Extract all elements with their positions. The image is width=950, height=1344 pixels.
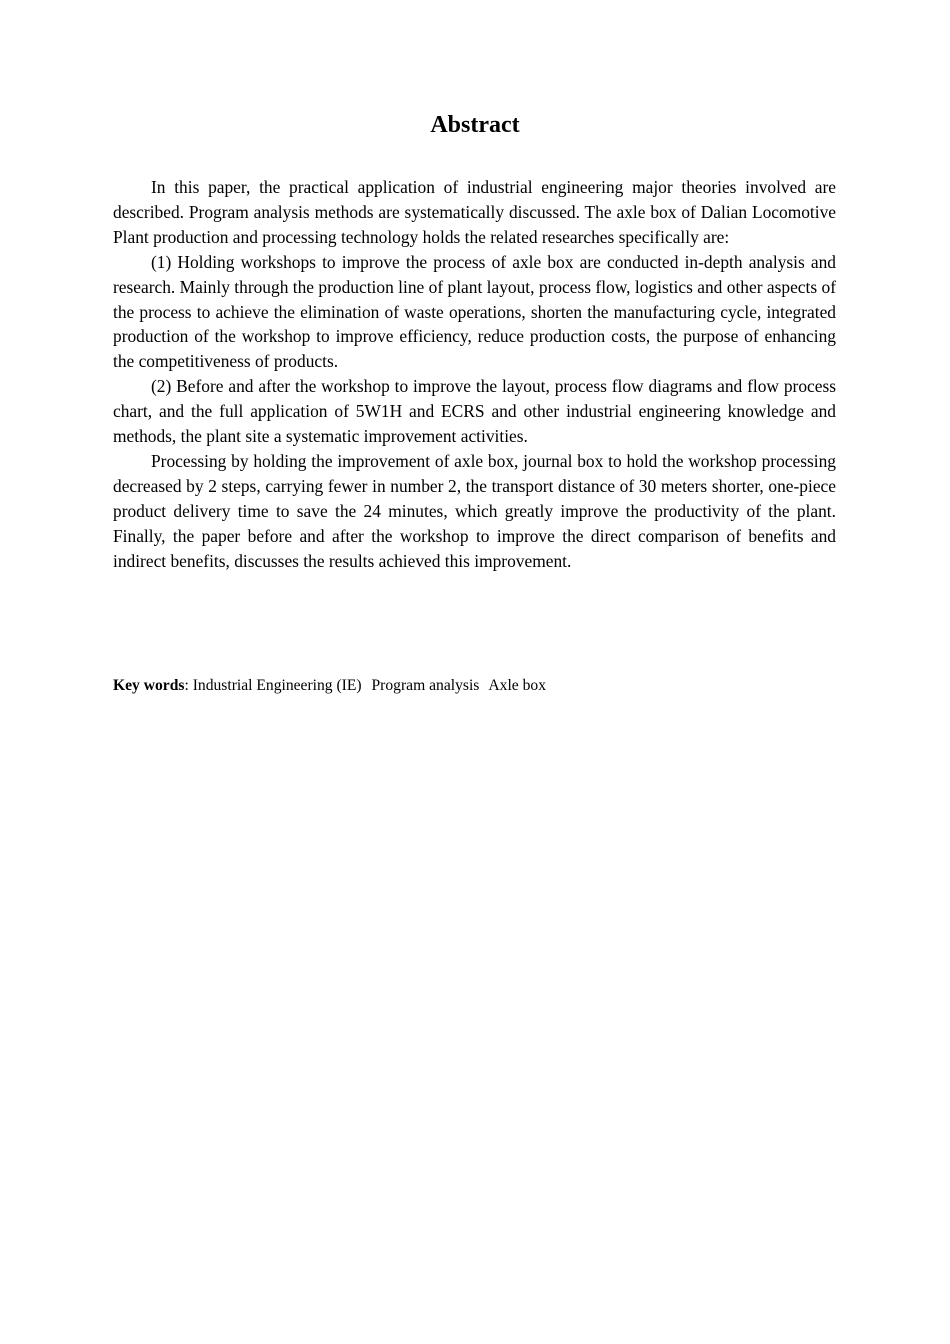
keyword-item: Program analysis [371, 677, 480, 694]
abstract-paragraph-1: (1) Holding workshops to improve the process of axle box are conducted in-depth analysis and research. Mainly through the production line of plant layout, process flow, logistics and other aspects of the process to achieve the elimination of waste operations, shorten the manufacturing cycle, integrated production of the workshop to improve efficiency, reduce production costs, the purpose of enhancing the competitiveness of products. [113, 251, 836, 372]
abstract-body [113, 175, 836, 574]
abstract-paragraph-2: (2) Before and after the workshop to improve the layout, process flow diagrams and flow process chart, and the full application of 5W1H and ECRS and other industrial engineering knowledge and methods, the plant site a systematic improvement activities. [113, 376, 836, 447]
keyword-item: Industrial Engineering (IE) [192, 677, 362, 694]
abstract-paragraph-intro: In this paper, the practical application of industrial engineering major theories involved are described. Program analysis methods are systematically discussed. The axle box of Dalian Locomotive Plant production and processing technology holds the related researches specifically are: [113, 177, 836, 247]
keyword-item: Axle box [488, 677, 546, 694]
keywords-colon: : [184, 677, 189, 694]
abstract-paragraph-conclusion: Processing by holding the improvement of axle box, journal box to hold the workshop processing decreased by 2 steps, carrying fewer in number 2, the transport distance of 30 meters shorter, one-piece product delivery time to save the 24 minutes, which greatly improve the productivity of the plant. Finally, the paper before and after the workshop to improve the direct comparison of benefits and indirect benefits, discusses the results achieved this improvement. [113, 450, 836, 571]
keywords-line [113, 675, 836, 697]
keywords-label: Key words [113, 677, 185, 694]
page-title: Abstract [430, 112, 520, 138]
